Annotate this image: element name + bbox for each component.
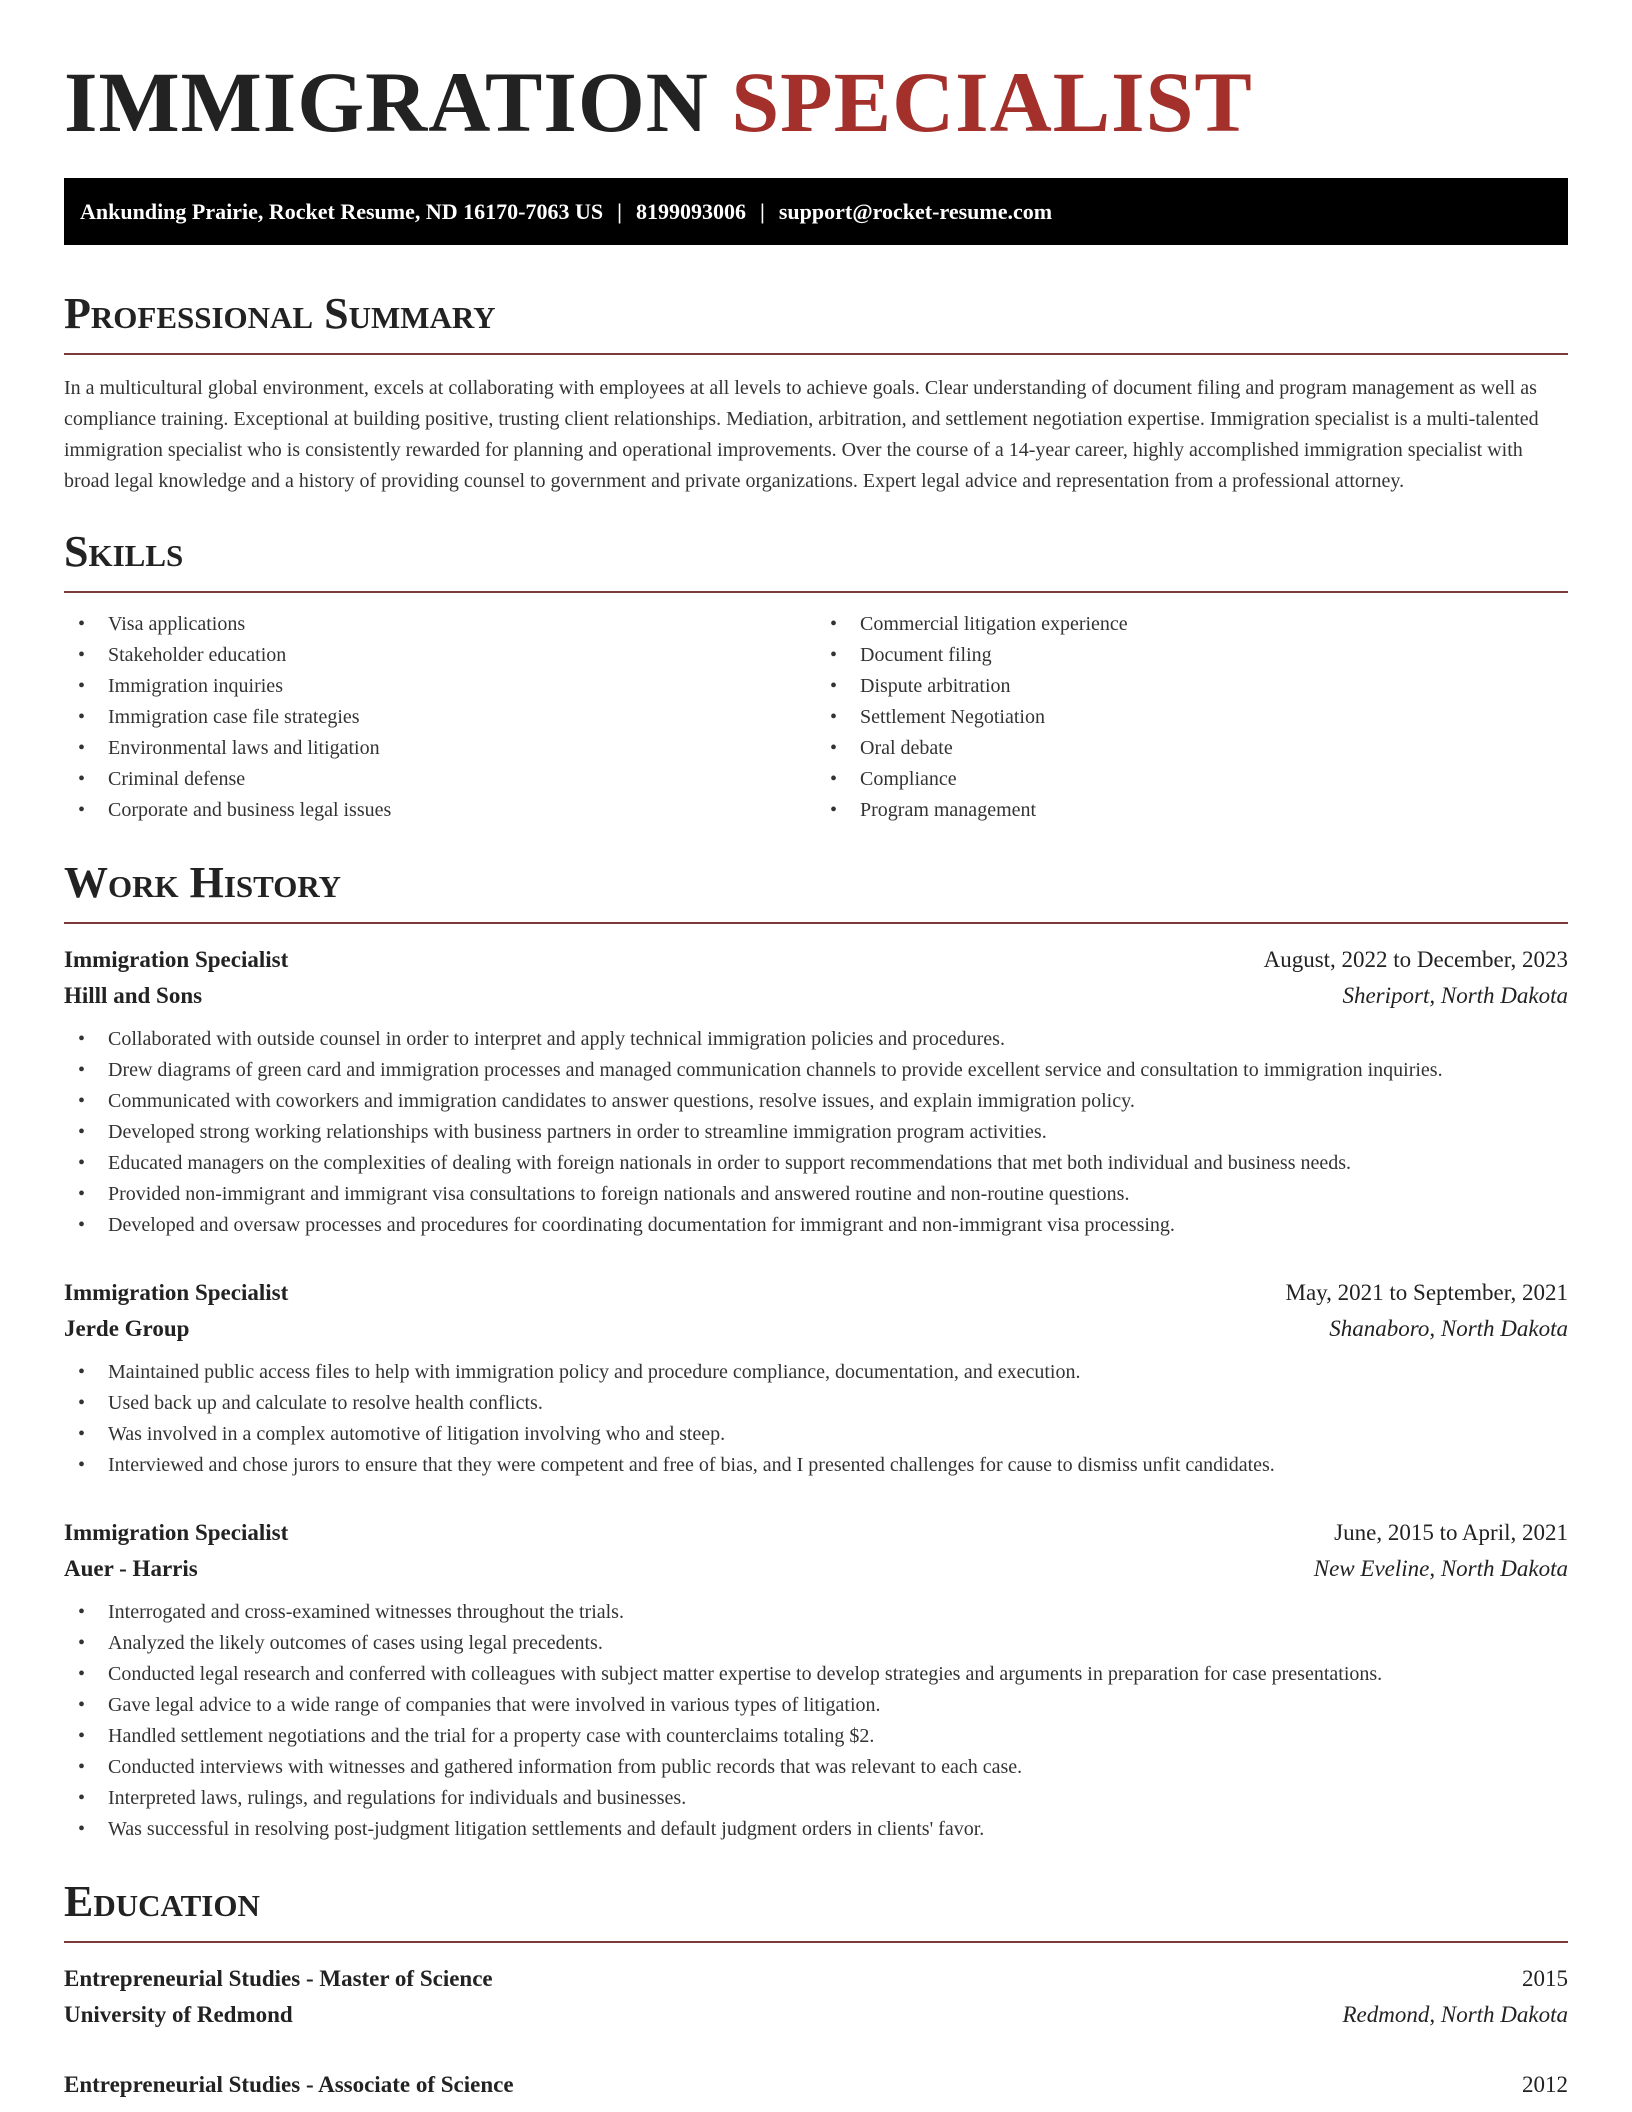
- skill-item: • Settlement Negotiation: [816, 702, 1568, 733]
- skill-item: • Criminal defense: [64, 764, 816, 795]
- summary-heading: Professional Summary: [64, 289, 1568, 355]
- job-duty-item: • Interpreted laws, rulings, and regulations for individuals and businesses.: [64, 1783, 1568, 1814]
- job-entry: [64, 942, 1568, 1241]
- education-header-row: [64, 2067, 1568, 2103]
- job-duties: [64, 1357, 1568, 1481]
- job-duty-item: • Was successful in resolving post-judgment litigation settlements and default judgment orders in clients' favor.: [64, 1814, 1568, 1845]
- job-duty-item: • Gave legal advice to a wide range of companies that were involved in various types of litigation.: [64, 1690, 1568, 1721]
- title-accent: SPECIALIST: [731, 54, 1253, 150]
- skills-column-left: [64, 609, 816, 826]
- job-header-row: [64, 1275, 1568, 1311]
- job-duty-item: • Maintained public access files to help with immigration policy and procedure compliance, documentation, and execution.: [64, 1357, 1568, 1388]
- job-company: Hilll and Sons: [64, 983, 203, 1008]
- education-header-row: [64, 1961, 1568, 1997]
- job-company-row: [64, 978, 1568, 1014]
- job-entry: [64, 1515, 1568, 1845]
- skill-item: • Environmental laws and litigation: [64, 733, 816, 764]
- skill-item: • Immigration case file strategies: [64, 702, 816, 733]
- job-duties: [64, 1597, 1568, 1845]
- job-company: Auer - Harris: [64, 1556, 198, 1581]
- job-header-row: [64, 1515, 1568, 1551]
- skill-item: • Compliance: [816, 764, 1568, 795]
- job-duty-item: • Drew diagrams of green card and immigration processes and managed communication channels to provide excellent service and consultation to immigration inquiries.: [64, 1055, 1568, 1086]
- job-position: Immigration Specialist: [64, 947, 289, 972]
- skill-item: • Dispute arbitration: [816, 671, 1568, 702]
- contact-email[interactable]: support@rocket-resume.com: [778, 199, 1053, 224]
- education-degree: Entrepreneurial Studies - Master of Science: [64, 1966, 493, 1991]
- title-main: IMMIGRATION: [64, 54, 709, 150]
- job-duty-item: • Interviewed and chose jurors to ensure that they were competent and free of bias, and I presented challenges for cause to dismiss unfit candidates.: [64, 1450, 1568, 1481]
- job-location: New Eveline, North Dakota: [1313, 1556, 1568, 1581]
- work-history-heading: Work History: [64, 858, 1568, 924]
- job-duty-item: • Conducted interviews with witnesses and gathered information from public records that was relevant to each case.: [64, 1752, 1568, 1783]
- contact-phone: 8199093006: [635, 199, 746, 224]
- job-dates: August, 2022 to December, 2023: [1263, 947, 1568, 972]
- skill-item: • Visa applications: [64, 609, 816, 640]
- education-entry: [64, 2067, 1568, 2103]
- education-school-row: [64, 1997, 1568, 2033]
- education-heading: Education: [64, 1877, 1568, 1943]
- skill-item: • Oral debate: [816, 733, 1568, 764]
- skills-list: [64, 609, 1568, 826]
- job-location: Shanaboro, North Dakota: [1329, 1316, 1568, 1341]
- education-entry: [64, 1961, 1568, 2033]
- skills-heading: Skills: [64, 527, 1568, 593]
- skill-item: • Stakeholder education: [64, 640, 816, 671]
- contact-bar: [64, 178, 1568, 245]
- job-duty-item: • Developed and oversaw processes and procedures for coordinating documentation for immigrant and non-immigrant visa processing.: [64, 1210, 1568, 1241]
- job-company-row: [64, 1311, 1568, 1347]
- job-duty-item: • Interrogated and cross-examined witnesses throughout the trials.: [64, 1597, 1568, 1628]
- contact-address: Ankunding Prairie, Rocket Resume, ND 16170-7063 US: [80, 199, 604, 224]
- job-duty-item: • Collaborated with outside counsel in order to interpret and apply technical immigration policies and procedures.: [64, 1024, 1568, 1055]
- skill-item: • Document filing: [816, 640, 1568, 671]
- skill-item: • Program management: [816, 795, 1568, 826]
- job-dates: June, 2015 to April, 2021: [1334, 1520, 1568, 1545]
- education-year: 2012: [1522, 2072, 1568, 2097]
- job-location: Sheriport, North Dakota: [1342, 983, 1568, 1008]
- job-position: Immigration Specialist: [64, 1280, 289, 1305]
- skill-item: • Corporate and business legal issues: [64, 795, 816, 826]
- contact-separator: |: [617, 199, 622, 224]
- skill-item: • Immigration inquiries: [64, 671, 816, 702]
- job-duty-item: • Educated managers on the complexities of dealing with foreign nationals in order to support recommendations that met both individual and business needs.: [64, 1148, 1568, 1179]
- job-position: Immigration Specialist: [64, 1520, 289, 1545]
- education-degree: Entrepreneurial Studies - Associate of Science: [64, 2072, 514, 2097]
- job-company: Jerde Group: [64, 1316, 190, 1341]
- job-entry: [64, 1275, 1568, 1481]
- job-duty-item: • Conducted legal research and conferred with colleagues with subject matter expertise to develop strategies and arguments in preparation for case presentations.: [64, 1659, 1568, 1690]
- job-duty-item: • Was involved in a complex automotive of litigation involving who and steep.: [64, 1419, 1568, 1450]
- job-duty-item: • Provided non-immigrant and immigrant visa consultations to foreign nationals and answered routine and non-routine questions.: [64, 1179, 1568, 1210]
- job-duty-item: • Developed strong working relationships with business partners in order to streamline immigration program activities.: [64, 1117, 1568, 1148]
- job-dates: May, 2021 to September, 2021: [1285, 1280, 1568, 1305]
- skill-item: • Commercial litigation experience: [816, 609, 1568, 640]
- job-duty-item: • Communicated with coworkers and immigration candidates to answer questions, resolve issues, and explain immigration policy.: [64, 1086, 1568, 1117]
- job-duty-item: • Analyzed the likely outcomes of cases using legal precedents.: [64, 1628, 1568, 1659]
- skills-column-right: [816, 609, 1568, 826]
- education-year: 2015: [1522, 1966, 1568, 1991]
- job-company-row: [64, 1551, 1568, 1587]
- education-school: University of Redmond: [64, 2002, 293, 2027]
- job-duty-item: • Handled settlement negotiations and the trial for a property case with counterclaims totaling $2.: [64, 1721, 1568, 1752]
- resume-title: [64, 52, 1568, 152]
- summary-text: In a multicultural global environment, excels at collaborating with employees at all levels to achieve goals. Clear understanding of document filing and program management as well as compliance training. Exceptional at building positive, trusting client relationships. Mediation, arbitration, and settlement negotiation expertise. Immigration specialist is a multi-talented immigration specialist who is consistently rewarded for planning and operational improvements. Over the course of a 14-year career, highly accomplished immigration specialist with broad legal knowledge and a history of providing counsel to government and private organizations. Expert legal advice and representation from a professional attorney.: [64, 377, 1539, 492]
- job-header-row: [64, 942, 1568, 978]
- education-location: Redmond, North Dakota: [1342, 2002, 1568, 2027]
- job-duties: [64, 1024, 1568, 1241]
- contact-separator: |: [759, 199, 765, 224]
- job-duty-item: • Used back up and calculate to resolve health conflicts.: [64, 1388, 1568, 1419]
